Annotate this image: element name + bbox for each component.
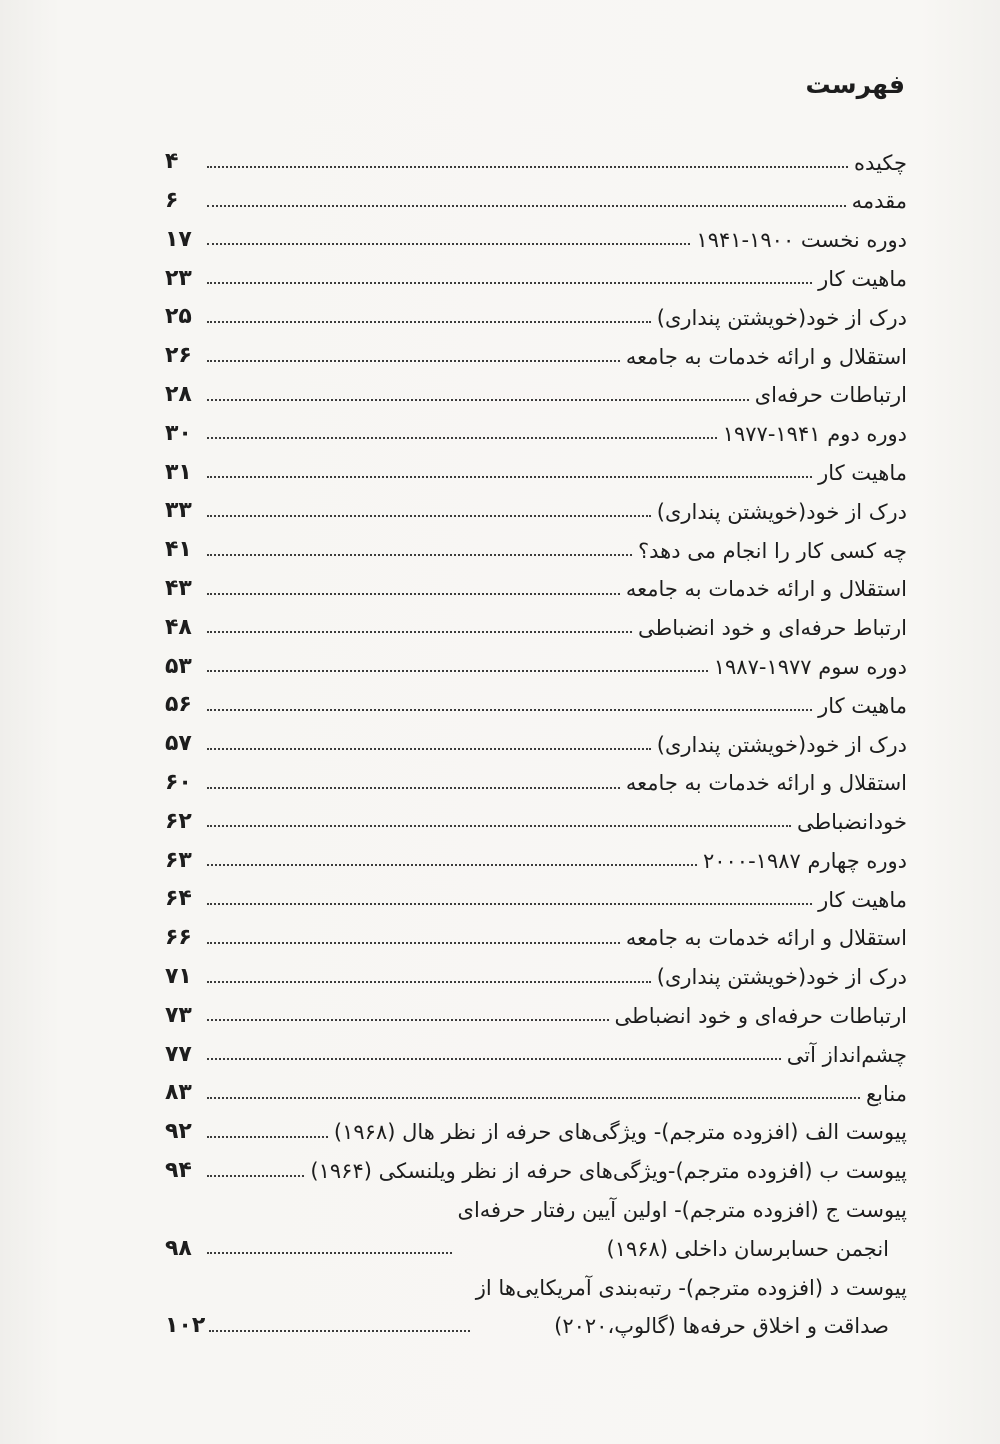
leader-dots — [207, 1252, 452, 1254]
leader-dots — [207, 243, 690, 245]
toc-entry-label: درک از خود(خویشتن پنداری) — [656, 499, 907, 524]
table-of-contents — [165, 137, 907, 1340]
leader-dots — [207, 360, 620, 362]
toc-page-number: ۵۷ — [165, 731, 192, 757]
leader-dots — [207, 1019, 609, 1021]
toc-entry-label: ماهیت کار — [818, 693, 907, 718]
toc-entry[interactable] — [165, 719, 907, 758]
toc-entry-label: استقلال و ارائه خدمات به جامعه — [625, 577, 907, 602]
toc-entry[interactable] — [165, 292, 907, 331]
toc-page-number: ۲۳ — [165, 265, 192, 291]
toc-entry[interactable] — [165, 952, 907, 991]
toc-entry-multiline[interactable] — [165, 1185, 907, 1263]
toc-page-number: ۲۸ — [165, 382, 192, 408]
toc-entry-label: ماهیت کار — [818, 460, 907, 485]
leader-dots — [207, 748, 651, 750]
toc-page-number: ۶۶ — [165, 925, 192, 951]
toc-entry[interactable] — [165, 797, 907, 836]
toc-page-number: ۷۱ — [165, 964, 192, 990]
toc-page-number: ۲۵ — [165, 304, 192, 330]
toc-entry[interactable] — [165, 253, 907, 292]
toc-entry-label: مقدمه — [851, 189, 907, 214]
leader-dots — [207, 981, 651, 983]
toc-entry-multiline[interactable] — [165, 1262, 907, 1340]
toc-entry-label: درک از خود(خویشتن پنداری) — [656, 732, 907, 757]
toc-entry-label-line1: پیوست د (افزوده مترجم)- رتبه‌بندی آمریکایی‌ها از — [475, 1275, 907, 1300]
toc-entry-label: پیوست ب (افزوده مترجم)-ویژگی‌های حرفه از نظر ویلنسکی (۱۹۶۴) — [310, 1159, 907, 1184]
leader-dots — [207, 554, 632, 556]
toc-page-number: ۶۲ — [165, 808, 192, 834]
toc-page-number: ۷۷ — [165, 1041, 192, 1067]
leader-dots — [207, 166, 848, 168]
toc-entry-label: استقلال و ارائه خدمات به جامعه — [625, 926, 907, 951]
toc-page-number: ۴۳ — [165, 576, 192, 602]
toc-entry-label: دوره دوم ۱۹۴۱-۱۹۷۷ — [722, 422, 907, 447]
toc-entry-label: دوره نخست ۱۹۰۰-۱۹۴۱ — [696, 228, 907, 253]
toc-entry[interactable] — [165, 525, 907, 564]
toc-entry-label-block — [472, 1262, 907, 1340]
leader-dots — [209, 1330, 469, 1332]
toc-page-number: ۹۲ — [165, 1119, 192, 1145]
leader-dots — [207, 709, 812, 711]
toc-entry-label: درک از خود(خویشتن پنداری) — [656, 305, 907, 330]
toc-entry[interactable] — [165, 137, 907, 176]
leader-dots — [207, 1058, 781, 1060]
toc-page-number: ۱۰۲ — [165, 1313, 206, 1339]
toc-entry-label: چه کسی کار را انجام می دهد؟ — [637, 538, 907, 563]
toc-entry[interactable] — [165, 991, 907, 1030]
leader-dots — [207, 825, 791, 827]
toc-page-number: ۴ — [165, 149, 179, 175]
leader-dots — [207, 205, 846, 207]
leader-dots — [207, 321, 651, 323]
leader-dots — [207, 631, 632, 633]
toc-page-number: ۵۳ — [165, 653, 192, 679]
toc-page-number: ۶۰ — [165, 770, 192, 796]
toc-entry-label: دوره سوم ۱۹۷۷-۱۹۸۷ — [713, 654, 907, 679]
toc-page-number: ۱۷ — [165, 226, 192, 252]
toc-page-number: ۶۳ — [165, 847, 192, 873]
toc-entry[interactable] — [165, 874, 907, 913]
toc-entry-label: ارتباطات حرفه‌ای و خود انضباطی — [614, 1004, 907, 1029]
toc-entry[interactable] — [165, 758, 907, 797]
leader-dots — [207, 942, 620, 944]
toc-entry-label-line1: پیوست ج (افزوده مترجم)- اولین آیین رفتار حرفه‌ای — [457, 1198, 907, 1223]
toc-entry-label-block — [454, 1185, 907, 1263]
page-title: فهرست — [805, 70, 905, 99]
leader-dots — [207, 515, 651, 517]
toc-entry[interactable] — [165, 564, 907, 603]
toc-entry[interactable] — [165, 1029, 907, 1068]
toc-entry[interactable] — [165, 1107, 907, 1146]
leader-dots — [207, 399, 749, 401]
toc-entry[interactable] — [165, 215, 907, 254]
toc-page-number: ۳۰ — [165, 420, 192, 446]
toc-entry[interactable] — [165, 331, 907, 370]
toc-entry-label: چشم‌انداز آتی — [786, 1042, 907, 1067]
toc-entry-label: ارتباط حرفه‌ای و خود انضباطی — [638, 616, 907, 641]
toc-entry-label: خودانضباطی — [796, 810, 907, 835]
toc-entry[interactable] — [165, 447, 907, 486]
toc-page-number: ۵۶ — [165, 692, 192, 718]
toc-entry[interactable] — [165, 603, 907, 642]
toc-page-number: ۳۱ — [165, 459, 192, 485]
toc-page-number: ۲۶ — [165, 343, 192, 369]
toc-page-number: ۳۳ — [165, 498, 192, 524]
toc-page-number: ۸۳ — [165, 1080, 192, 1106]
toc-entry[interactable] — [165, 370, 907, 409]
toc-entry-label: منابع — [865, 1081, 907, 1106]
toc-entry[interactable] — [165, 486, 907, 525]
toc-entry-label: استقلال و ارائه خدمات به جامعه — [625, 771, 907, 796]
toc-page-number: ۶ — [165, 188, 179, 214]
toc-entry[interactable] — [165, 176, 907, 215]
toc-entry[interactable] — [165, 835, 907, 874]
toc-entry[interactable] — [165, 913, 907, 952]
toc-page-number: ۶۴ — [165, 886, 192, 912]
toc-page-number: ۹۸ — [165, 1235, 192, 1261]
toc-entry-label: پیوست الف (افزوده مترجم)- ویژگی‌های حرفه از نظر هال (۱۹۶۸) — [333, 1120, 907, 1145]
leader-dots — [207, 787, 620, 789]
toc-entry-label: دوره چهارم ۱۹۸۷-۲۰۰۰ — [702, 848, 907, 873]
toc-page-number: ۹۴ — [165, 1158, 192, 1184]
toc-entry-label: ماهیت کار — [818, 266, 907, 291]
toc-entry-label: درک از خود(خویشتن پنداری) — [656, 965, 907, 990]
toc-entry[interactable] — [165, 641, 907, 680]
toc-entry-label-line2: انجمن حسابرسان داخلی (۱۹۶۸) — [606, 1236, 889, 1261]
leader-dots — [207, 282, 812, 284]
leader-dots — [207, 864, 697, 866]
toc-entry-label-line2: صداقت و اخلاق حرفه‌ها (گالوپ،۲۰۲۰) — [554, 1314, 889, 1339]
toc-page-number: ۴۱ — [165, 537, 192, 563]
toc-page-number: ۷۳ — [165, 1002, 192, 1028]
toc-entry-label: ماهیت کار — [818, 887, 907, 912]
leader-dots — [207, 903, 812, 905]
leader-dots — [207, 1136, 328, 1138]
leader-dots — [207, 1097, 860, 1099]
leader-dots — [207, 476, 812, 478]
toc-entry[interactable] — [165, 680, 907, 719]
toc-page-number: ۴۸ — [165, 614, 192, 640]
toc-entry[interactable] — [165, 1146, 907, 1185]
toc-entry[interactable] — [165, 409, 907, 448]
leader-dots — [207, 437, 717, 439]
toc-entry-label: چکیده — [854, 150, 907, 175]
leader-dots — [207, 670, 708, 672]
leader-dots — [207, 593, 620, 595]
toc-entry-label: استقلال و ارائه خدمات به جامعه — [625, 344, 907, 369]
leader-dots — [207, 1175, 304, 1177]
toc-entry-label: ارتباطات حرفه‌ای — [754, 383, 907, 408]
toc-entry[interactable] — [165, 1068, 907, 1107]
